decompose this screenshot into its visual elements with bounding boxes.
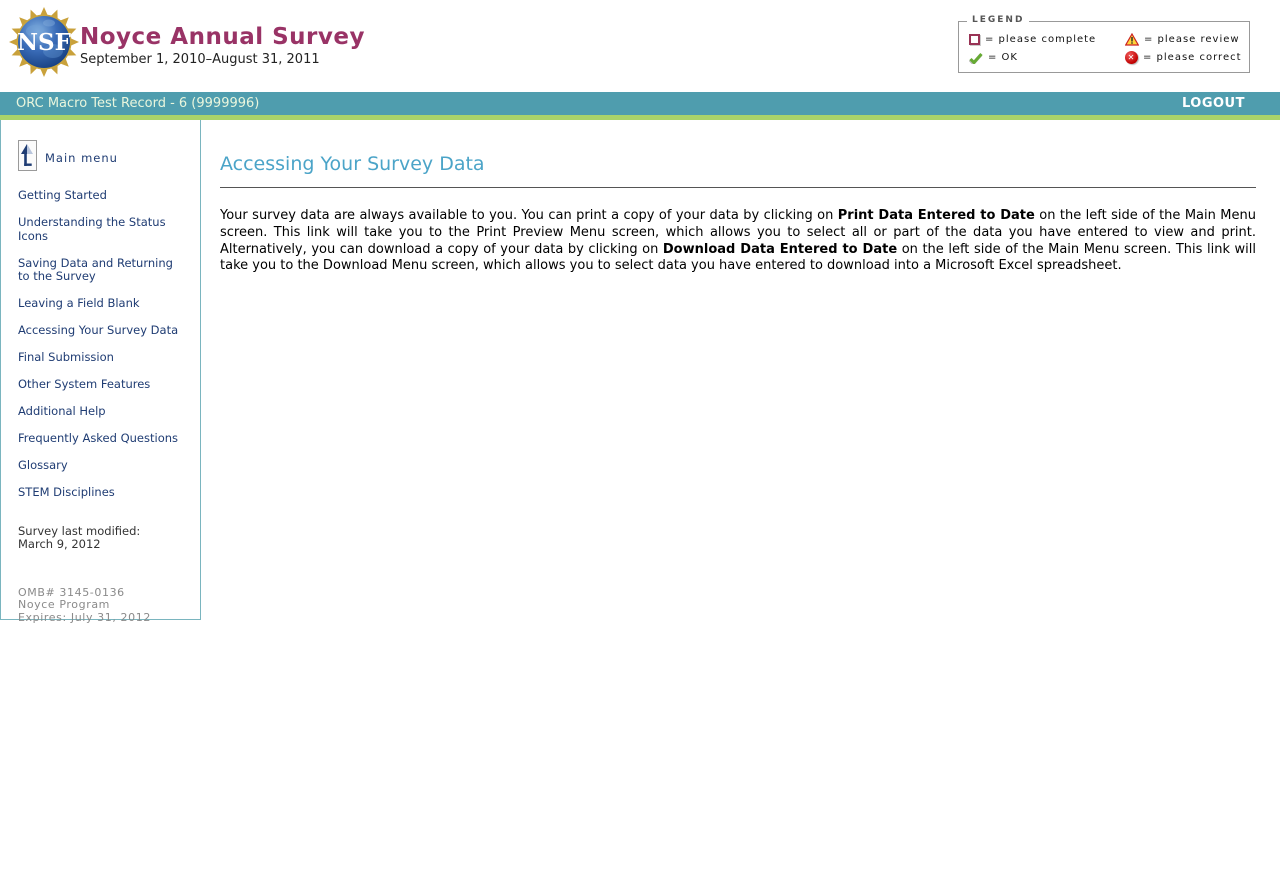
last-modified-date: March 9, 2012 xyxy=(18,537,101,551)
sidebar-item-leaving-field-blank[interactable]: Leaving a Field Blank xyxy=(18,296,140,310)
paragraph-segment-bold: Download Data Entered to Date xyxy=(662,241,898,257)
legend-item-label: = please correct xyxy=(1143,52,1242,63)
app-subtitle: September 1, 2010–August 31, 2011 xyxy=(80,52,320,67)
title-divider xyxy=(220,187,1256,188)
sidebar-item-status-icons[interactable]: Understanding the Status Icons xyxy=(18,215,166,243)
sidebar-item-saving-data[interactable]: Saving Data and Returning to the Survey xyxy=(18,255,173,283)
app-title: Noyce Annual Survey xyxy=(80,24,365,50)
sidebar-item-main-menu[interactable] xyxy=(18,140,182,175)
legend-box xyxy=(958,15,1250,73)
omb-info xyxy=(18,587,182,625)
page-title: Accessing Your Survey Data xyxy=(220,153,485,175)
sidebar-item-final-submission[interactable]: Final Submission xyxy=(18,350,114,364)
app-header xyxy=(0,0,1280,92)
sidebar-item-faq[interactable]: Frequently Asked Questions xyxy=(18,431,179,445)
legend-item-review xyxy=(1125,33,1242,46)
logout-button[interactable]: LOGOUT xyxy=(1181,96,1245,111)
legend-item-complete xyxy=(969,33,1125,46)
body-paragraph xyxy=(220,208,1256,275)
legend-item-label: = please complete xyxy=(985,34,1097,45)
legend-item-correct xyxy=(1125,51,1242,64)
paragraph-segment: Your survey data are always available to you. You can print a copy of your data by clicking on xyxy=(220,208,838,223)
legend-item-label: = please review xyxy=(1144,34,1240,45)
main-menu-arrow-icon xyxy=(18,140,37,175)
sidebar-item-additional-help[interactable]: Additional Help xyxy=(18,404,106,418)
legend-item-ok xyxy=(969,51,1125,64)
main-content xyxy=(220,120,1256,288)
sidebar-item-stem-disciplines[interactable]: STEM Disciplines xyxy=(18,485,115,499)
error-circle-icon: ✕ xyxy=(1125,51,1138,64)
paragraph-segment-bold: Print Data Entered to Date xyxy=(837,208,1035,223)
sidebar-item-other-features[interactable]: Other System Features xyxy=(18,377,151,391)
nsf-logo-icon xyxy=(9,7,79,77)
sidebar-item-glossary[interactable]: Glossary xyxy=(18,458,68,472)
sidebar-item-accessing-data[interactable]: Accessing Your Survey Data xyxy=(18,323,179,337)
warning-triangle-icon xyxy=(1125,33,1139,46)
survey-last-modified xyxy=(18,525,182,552)
sidebar-item-getting-started[interactable]: Getting Started xyxy=(18,188,107,202)
incomplete-square-icon xyxy=(969,34,980,45)
title-block xyxy=(80,24,365,67)
omb-expires: Expires: July 31, 2012 xyxy=(18,610,151,624)
omb-program: Noyce Program xyxy=(18,598,110,611)
main-menu-label: Main menu xyxy=(45,150,118,165)
record-label: ORC Macro Test Record - 6 (9999996) xyxy=(16,96,260,111)
record-bar xyxy=(0,92,1280,115)
legend-title: LEGEND xyxy=(967,15,1029,25)
omb-number: OMB# 3145-0136 xyxy=(18,585,125,599)
ok-check-icon xyxy=(969,52,983,64)
paragraph-segment: on the left side of the Main Menu screen. This link will take you to the Print Preview Menu screen, which allows you to select all or part of the data you have entered to view and print. Alternatively, you can download a copy of your data by clicking on xyxy=(220,208,1256,257)
last-modified-label: Survey last modified: xyxy=(18,523,141,538)
nsf-logo-text: NSF xyxy=(17,29,71,56)
paragraph-segment: on the left side of the Main Menu screen. This link will take you to the Download Menu screen, which allows you to select data you have entered to download into a Microsoft Excel spreadsheet. xyxy=(220,241,1256,274)
legend-item-label: = OK xyxy=(988,52,1018,63)
sidebar-nav xyxy=(0,120,201,624)
